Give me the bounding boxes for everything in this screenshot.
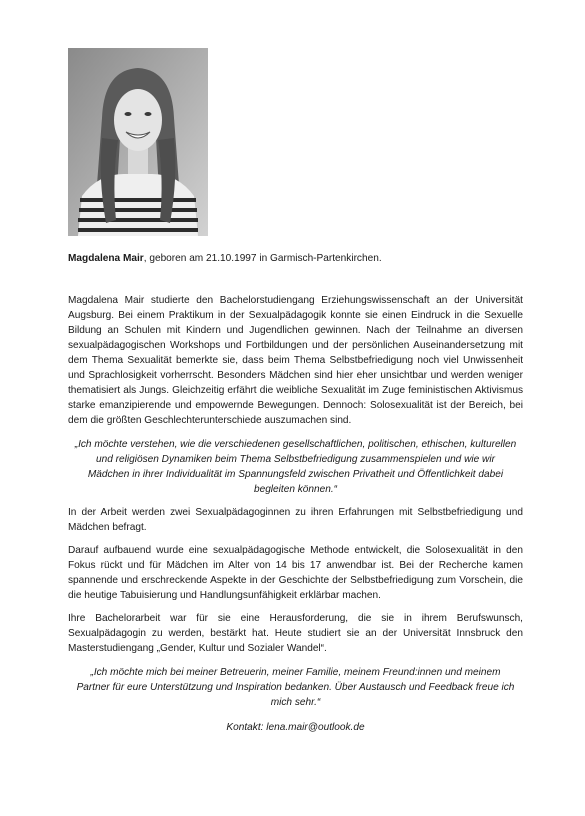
quote-research-motivation: „Ich möchte verstehen, wie die verschiedenen gesellschaftlichen, politischen, ethischen, kulturellen und religiösen Dynamiken beim Thema Selbstbefriedigung zusammenspielen und wie wir Mädchen in ihrer Individualität im Spannungsfeld zwischen Privatheit und Öffentlichkeit dabei begleiten können.“ [74,439,517,495]
portrait-photo [68,48,208,236]
bio-content [68,251,523,735]
contact-line: Kontakt: lena.mair@outlook.de [226,722,365,733]
bio-paragraph-1: Magdalena Mair studierte den Bachelorstudiengang Erziehungswissenschaft an der Universität Augsburg. Bei einem Praktikum in der Sexualpädagogik konnte sie einen Eindruck in die Sexuelle Bildung an Schulen mit Kindern und Jugendlichen gewinnen. Nach der Teilnahme an diversen sexualpädagogischen Workshops und Fortbildungen und der persönlichen Auseinandersetzung mit dem Thema Sexualität bemerkte sie, dass beim Thema Selbstbefriedigung noch viel Unwissenheit und Sprachlosigkeit vorherrscht. Besonders Mädchen sind hier eher unsichtbar und werden weniger thematisiert als Jungs. Gleichzeitig erfährt die weibliche Sexualität im Zuge feministischen Aktivismus starke emanzipierende und empowernde Bewegungen. Dennoch: Solosexualität ist der Bereich, bei dem die größten Geschlechterunterschiede auszumachen sind. [68,295,523,426]
intro-line [68,251,523,266]
bio-paragraph-2: In der Arbeit werden zwei Sexualpädagoginnen zu ihren Erfahrungen mit Selbstbefriedigung und Mädchen befragt. [68,507,523,533]
bio-paragraph-4: Ihre Bachelorarbeit war für sie eine Herausforderung, die sie in ihrem Berufswunsch, Sexualpädagogin zu werden, bestärkt hat. Heute studiert sie an der Universität Innsbruck den Masterstudiengang „Gender, Kultur und Sozialer Wandel“. [68,613,523,654]
portrait-image [68,48,208,236]
quote-acknowledgements: „Ich möchte mich bei meiner Betreuerin, meiner Familie, meinem Freund:innen und meinem Partner für eure Unterstützung und Inspiration bedanken. Über Austausch und Feedback freue ich mich sehr.“ [76,667,515,708]
bio-paragraph-3: Darauf aufbauend wurde eine sexualpädagogische Methode entwickelt, die Solosexualität in den Fokus rückt und für Mädchen im Alter von 14 bis 17 anwendbar ist. Bei der Recherche kamen spannende und erschreckende Aspekte in der Geschichte der Selbstbefriedigung zum Vorschein, die die heutige Tabuisierung und Handlungsunfähigkeit erklärbar machen. [68,545,523,601]
birth-info: , geboren am 21.10.1997 in Garmisch-Partenkirchen. [143,253,382,264]
author-name: Magdalena Mair [68,253,144,264]
